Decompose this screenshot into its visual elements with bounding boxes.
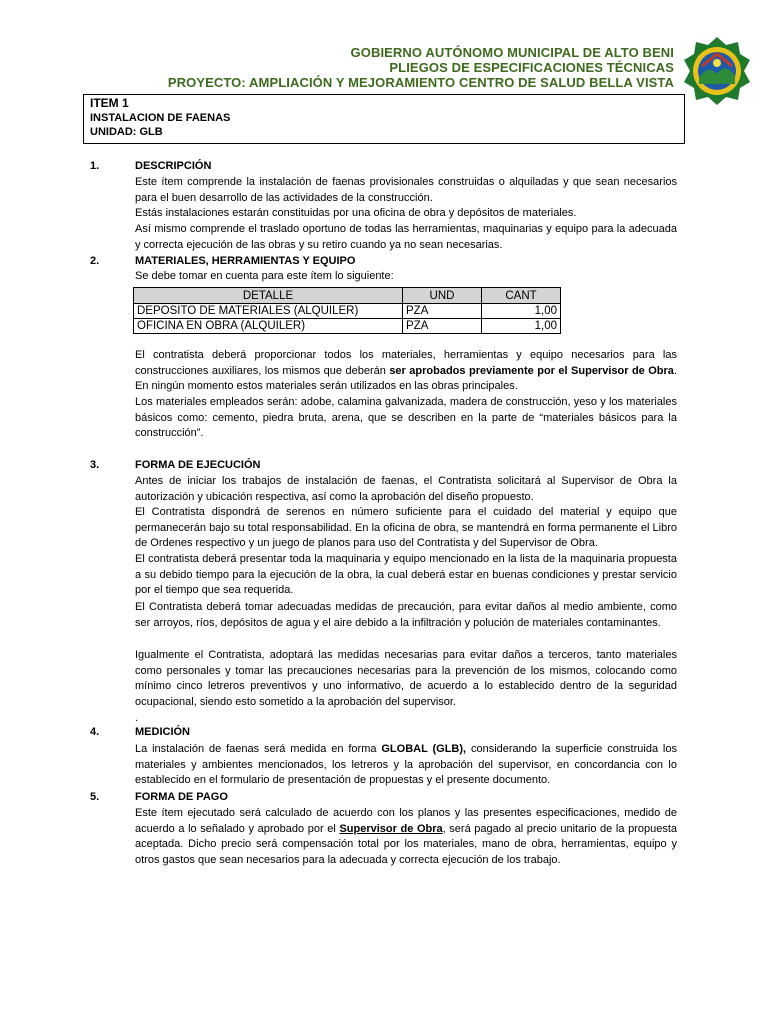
section-1-paragraph-3: Así mismo comprende el traslado oportuno de todas las herramientas, maquinarias y equipo para la adecuada y correcta ejecución de las obras y su retiro cuando ya no sean necesarias. bbox=[135, 223, 677, 251]
section-5-paragraph-a: Este ítem ejecutado será calculado de acuerdo con los planos y las presentes especificaciones, medido de acuerdo a lo señalado y aprobado por el bbox=[135, 807, 677, 835]
table-header-row bbox=[134, 288, 561, 304]
header-municipality: GOBIERNO AUTÓNOMO MUNICIPAL DE ALTO BENI bbox=[350, 45, 674, 60]
table-cell-cant: 1,00 bbox=[482, 319, 561, 334]
section-2-number: 2. bbox=[90, 255, 100, 267]
section-2-paragraph-2: Los materiales empleados serán: adobe, calamina galvanizada, madera de construcción, yeso y los materiales básicos como: cemento, piedra bruta, arena, que se describen en la parte de “materiales básicos para la construcción”. bbox=[135, 396, 677, 440]
section-4-number: 4. bbox=[90, 726, 100, 738]
section-2-intro: Se debe tomar en cuenta para este ítem lo siguiente: bbox=[135, 270, 394, 282]
section-4-paragraph-a: La instalación de faenas será medida en forma bbox=[135, 743, 382, 755]
section-3-paragraph-3: El contratista deberá presentar toda la maquinaria y equipo mencionado en la lista de la maquinaria propuesta a su debido tiempo para la ejecución de la obra, la cual deberá estar en buenas condiciones y prestar servicio por el tiempo que sea requerida. bbox=[135, 553, 677, 597]
section-3-paragraph-2: El Contratista dispondrá de serenos en número suficiente para el cuidado del material y equipo que permanecerán bajo su total responsabilidad. En la oficina de obra, se mantendrá en forma permanente el Libro de Ordenes respectivo y un juego de planos para uso del Contratista y del Supervisor de Obra. bbox=[135, 506, 677, 550]
section-4-paragraph-c: considerando la superficie construida los materiales y ambientes mencionados, los letreros y la aprobación del supervisor, en concordancia con lo establecido en el formulario de presentación de propuestas y el presente documento. bbox=[135, 743, 677, 787]
section-3-paragraph-1: Antes de iniciar los trabajos de instalación de faenas, el Contratista solicitará al Supervisor de Obra la autorización y ubicación respectiva, así como la aprobación del diseño propuesto. bbox=[135, 475, 677, 503]
section-1-title: DESCRIPCIÓN bbox=[135, 160, 212, 172]
section-5-number: 5. bbox=[90, 791, 100, 803]
section-1-paragraph-2: Estás instalaciones estarán constituidas por una oficina de obra y depósitos de materiales. bbox=[135, 207, 577, 219]
section-2-paragraph-1-bold: ser aprobados previamente por el Supervisor de Obra bbox=[389, 364, 674, 377]
section-5-paragraph bbox=[135, 806, 677, 868]
section-5-paragraph-c: , será pagado al precio unitario de la propuesta aceptada. Dicho precio será compensación total por los materiales, mano de obra, herramientas, equipo y otros gastos que sean necesarios para la adecuada y correcta ejecución de los trabajo. bbox=[135, 822, 677, 866]
table-cell-detalle: OFICINA EN OBRA (ALQUILER) bbox=[134, 319, 403, 334]
header-project: PROYECTO: AMPLIACIÓN Y MEJORAMIENTO CENTRO DE SALUD BELLA VISTA bbox=[167, 75, 674, 90]
table-cell-cant: 1,00 bbox=[482, 304, 561, 319]
item-label: ITEM 1 bbox=[90, 96, 129, 110]
section-3-dot: . bbox=[135, 712, 139, 724]
table-cell-und: PZA bbox=[403, 319, 482, 334]
section-3-title: FORMA DE EJECUCIÓN bbox=[135, 459, 261, 471]
item-name: INSTALACION DE FAENAS bbox=[90, 112, 231, 124]
section-3-paragraph-5: Igualmente el Contratista, adoptará las medidas necesarias para evitar daños a terceros, tanto materiales como personales y tomar las precauciones necesarias para la prevención de los mismos, colocando como mínimo cinco letreros preventivos y uno informativo, de acuerdo a lo establecido dentro de la seguridad ocupacional, siendo esto sometido a la aprobación del supervisor. bbox=[135, 649, 677, 708]
table-row bbox=[134, 319, 561, 334]
section-5-paragraph-bold: Supervisor de Obra bbox=[339, 822, 443, 835]
table-header-cant: CANT bbox=[482, 288, 561, 304]
section-4-paragraph bbox=[135, 742, 677, 789]
section-5-title: FORMA DE PAGO bbox=[135, 791, 228, 803]
table-row bbox=[134, 304, 561, 319]
item-unit: UNIDAD: GLB bbox=[90, 126, 163, 138]
materials-table bbox=[133, 287, 561, 334]
section-1-paragraph-1: Este ítem comprende la instalación de faenas provisionales construidas o alquiladas y que sean necesarios para el buen desarrollo de las actividades de la construcción. bbox=[135, 176, 677, 204]
section-2-paragraph-1-a: El contratista deberá proporcionar todos los materiales, herramientas y equipo necesarios para las construcciones auxiliares, los mismos que deberán bbox=[135, 349, 677, 377]
table-header-detalle: DETALLE bbox=[134, 288, 403, 304]
section-4-title: MEDICIÓN bbox=[135, 726, 190, 738]
item-box bbox=[83, 94, 685, 144]
table-cell-detalle: DEPOSITO DE MATERIALES (ALQUILER) bbox=[134, 304, 403, 319]
header-document-type: PLIEGOS DE ESPECIFICACIONES TÉCNICAS bbox=[389, 60, 674, 75]
section-2-title: MATERIALES, HERRAMIENTAS Y EQUIPO bbox=[135, 255, 356, 267]
table-cell-und: PZA bbox=[403, 304, 482, 319]
section-1-number: 1. bbox=[90, 160, 100, 172]
section-3-paragraph-4: El Contratista deberá tomar adecuadas medidas de precaución, para evitar daños al medio ambiente, como ser arroyos, ríos, depósitos de agua y el aire debido a la infiltración y polución de materiales contaminantes. bbox=[135, 601, 677, 629]
section-2-paragraph-1 bbox=[135, 348, 677, 395]
table-header-und: UND bbox=[403, 288, 482, 304]
municipal-seal-icon bbox=[682, 36, 752, 106]
section-4-paragraph-bold: GLOBAL (GLB), bbox=[381, 743, 467, 755]
section-2-paragraph-1-c: . En ningún momento estos materiales serán utilizados en las obras principales. bbox=[135, 364, 677, 393]
section-3-number: 3. bbox=[90, 459, 100, 471]
